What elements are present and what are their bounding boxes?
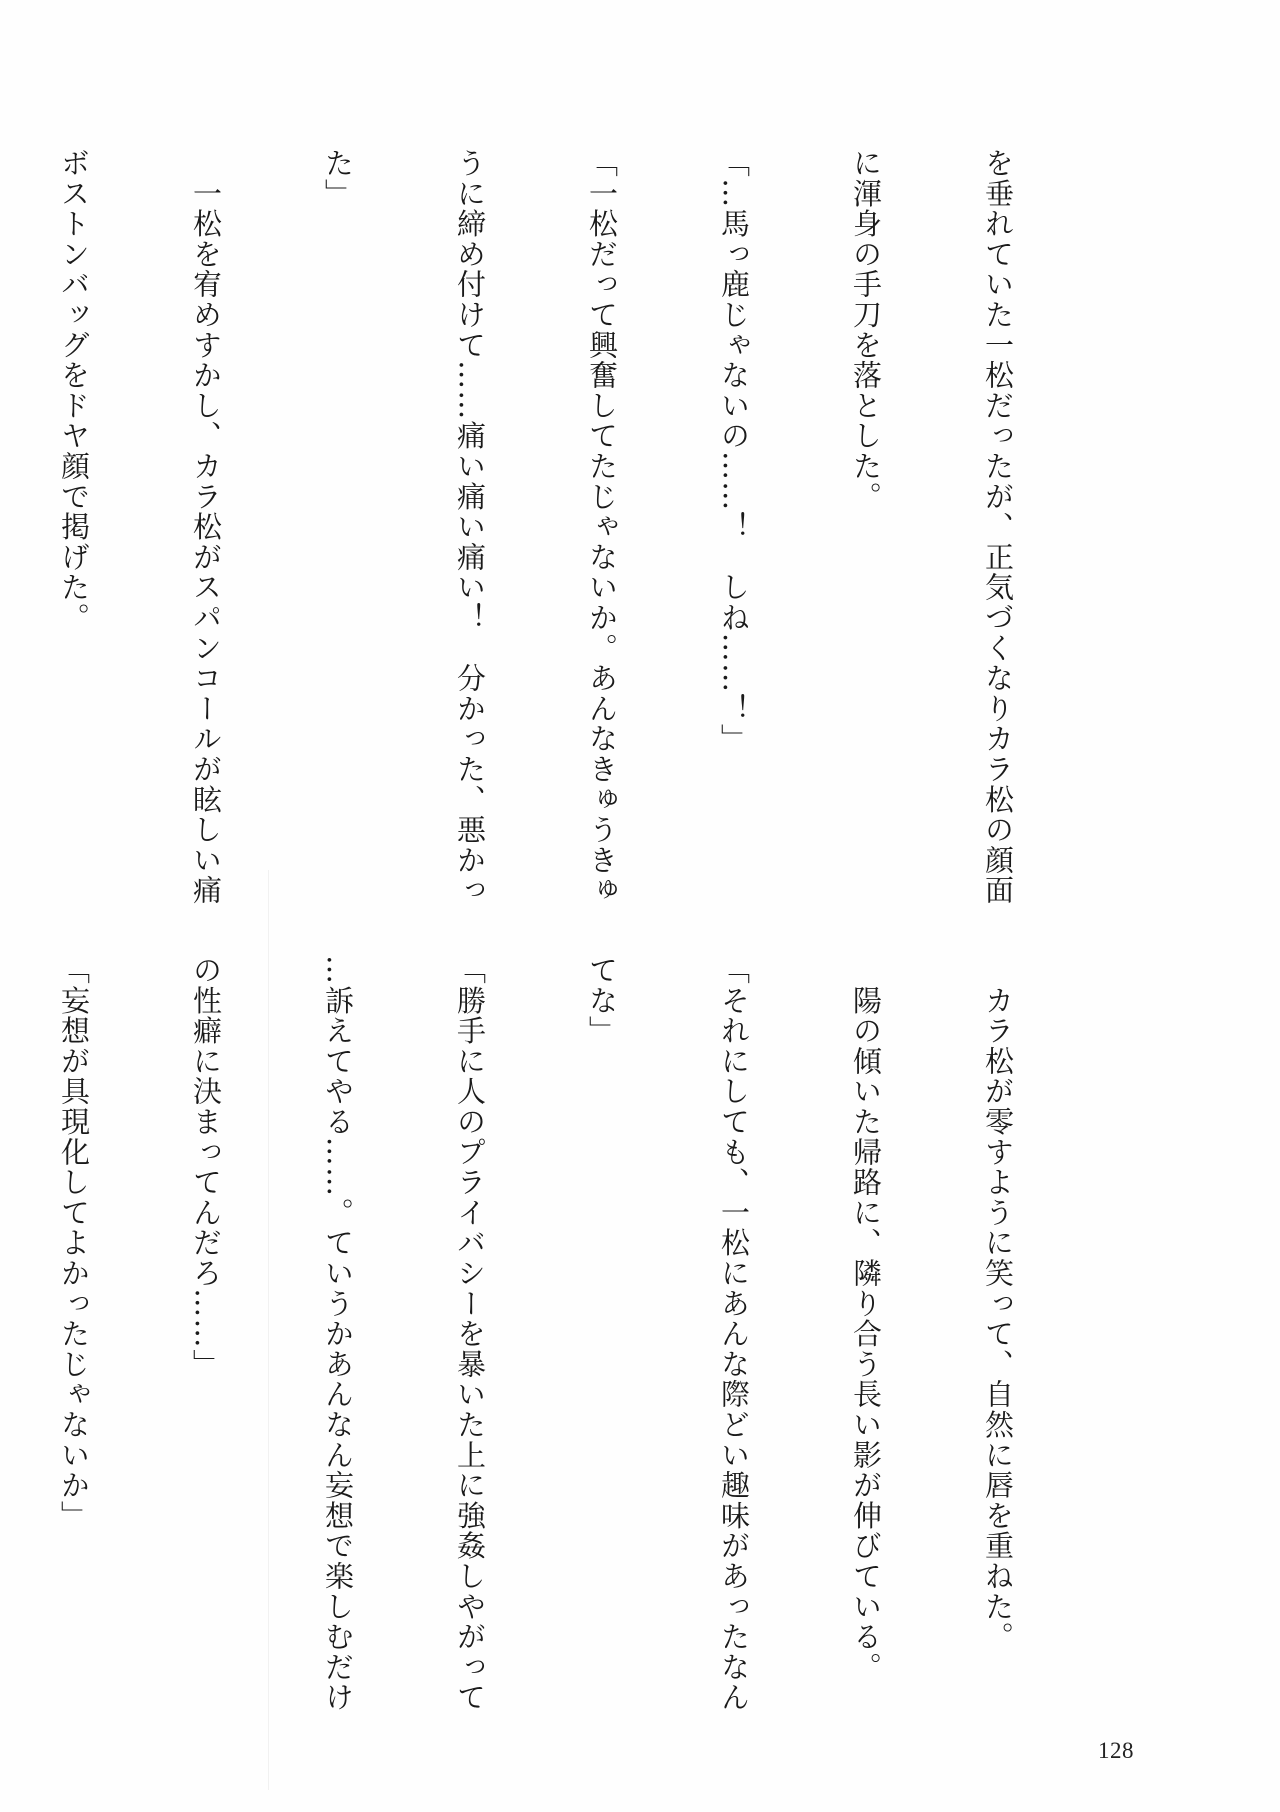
text-line: を垂れていた一松だったが、正気づくなりカラ松の顔面: [981, 148, 1015, 906]
text-line: に渾身の手刀を落とした。: [849, 148, 883, 512]
text-line: 「…馬っ鹿じゃないの……！ しね……！」: [717, 148, 751, 754]
text-line: 「妄想が具現化してよかったじゃないか」: [57, 955, 91, 1531]
text-line: た」: [321, 148, 355, 209]
text-line: 「それにしても、一松にあんな際どい趣味があったなん: [717, 955, 751, 1713]
text-line: 「勝手に人のプライバシーを暴いた上に強姦しやがって: [453, 955, 487, 1713]
text-line: カラ松が零すように笑って、自然に唇を重ねた。: [981, 955, 1015, 1652]
page-number: 128: [1098, 1738, 1134, 1763]
text-line: 陽の傾いた帰路に、隣り合う長い影が伸びている。: [849, 955, 883, 1683]
text-line: …訴えてやる……。ていうかあんなん妄想で楽しむだけ: [321, 955, 355, 1713]
text-line: 一松を宥めすかし、カラ松がスパンコールが眩しい痛: [189, 148, 223, 906]
text-block-top: [0, 148, 1108, 906]
text-line: てな」: [585, 955, 619, 1046]
text-block-bottom: [0, 955, 1108, 1713]
text-line: ボストンバッグをドヤ顔で掲げた。: [57, 148, 91, 633]
text-line: の性癖に決まってんだろ……」: [189, 955, 223, 1380]
text-line: 「一松だって興奮してたじゃないか。あんなきゅうきゅ: [585, 148, 619, 906]
text-line: うに締め付けて……痛い痛い痛い！ 分かった、悪かっ: [453, 148, 487, 906]
